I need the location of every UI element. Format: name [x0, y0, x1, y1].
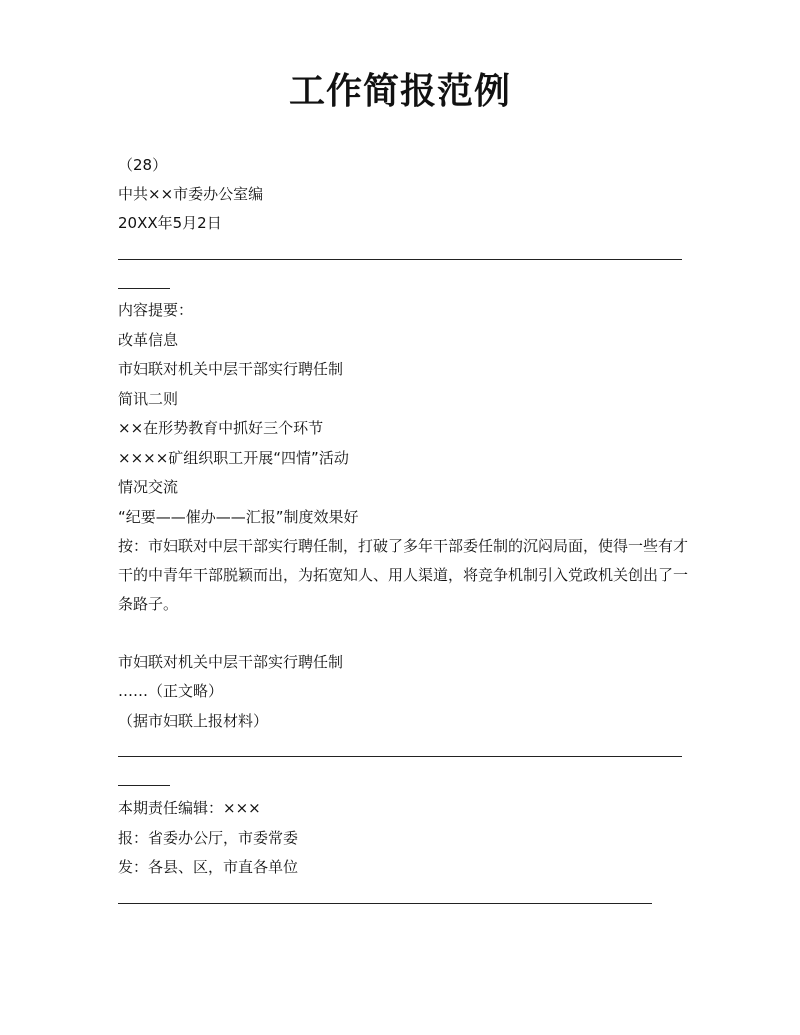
editor-organization: 中共××市委办公室编	[118, 185, 264, 203]
summary-label: 内容提要：	[118, 301, 194, 319]
editor-note-line: 条路子。	[118, 595, 179, 613]
article-source: （据市妇联上报材料）	[118, 712, 269, 730]
editor-note-line: 按：市妇联对中层干部实行聘任制，打破了多年干部委任制的沉闷局面，使得一些有才	[118, 537, 689, 555]
editor-note-line: 干的中青年干部脱颖而出，为拓宽知人、用人渠道，将竞争机制引入党政机关创出了一	[118, 566, 689, 584]
section-title-reform: 改革信息	[118, 331, 179, 349]
section-title-briefs: 简讯二则	[118, 390, 179, 408]
footer-divider-line	[118, 756, 682, 757]
summary-item: ××在形势教育中抓好三个环节	[118, 419, 324, 437]
document-title: 工作简报范例	[288, 71, 511, 112]
issue-date: 20XX年5月2日	[118, 214, 222, 232]
footer-divider-tail	[118, 785, 170, 786]
bottom-divider-line	[118, 903, 652, 904]
issue-number: （28）	[118, 156, 168, 174]
summary-item: 市妇联对机关中层干部实行聘任制	[118, 360, 344, 378]
header-divider-tail	[118, 288, 170, 289]
summary-item: ××××矿组织职工开展“四情”活动	[118, 449, 349, 467]
article-body: ……（正文略）	[118, 682, 224, 700]
distribution-recipients: 发：各县、区，市直各单位	[118, 858, 299, 876]
summary-item: “纪要——催办——汇报”制度效果好	[118, 508, 359, 526]
header-divider-line	[118, 259, 682, 260]
section-title-exchange: 情况交流	[118, 478, 179, 496]
responsible-editor: 本期责任编辑：×××	[118, 799, 261, 817]
article-title: 市妇联对机关中层干部实行聘任制	[118, 653, 344, 671]
report-recipients: 报：省委办公厅，市委常委	[118, 829, 299, 847]
